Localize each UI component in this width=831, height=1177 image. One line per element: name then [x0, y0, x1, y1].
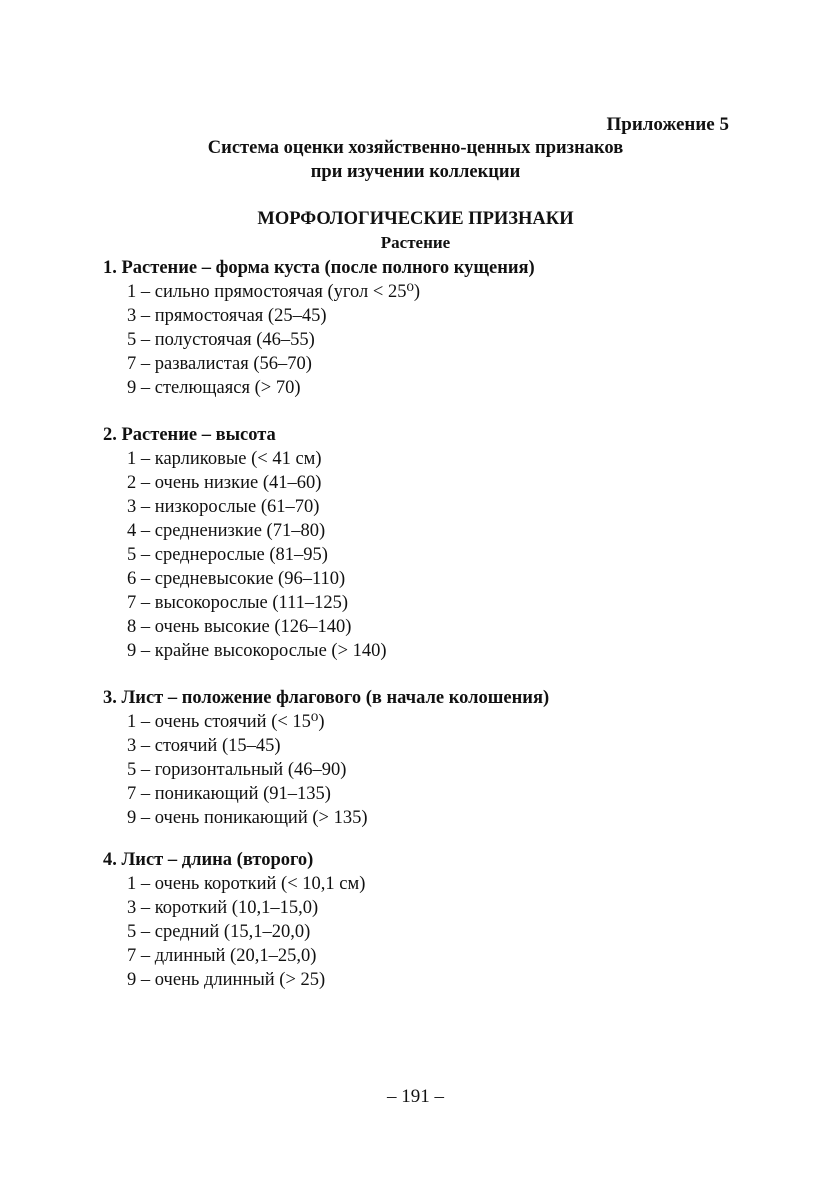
trait-score-item: 3 – стоячий (15–45) [127, 736, 281, 756]
trait-score-item: 3 – низкорослые (61–70) [127, 497, 320, 517]
trait-score-item: 3 – короткий (10,1–15,0) [127, 898, 319, 918]
trait-score-item: 1 – сильно прямостоячая (угол < 25⁰) [127, 282, 421, 302]
trait-group-title: 4. Лист – длина (второго) [103, 850, 314, 870]
trait-score-list [103, 280, 535, 400]
trait-score-item: 7 – поникающий (91–135) [127, 784, 331, 804]
trait-score-item: 9 – очень длинный (> 25) [127, 970, 326, 990]
trait-score-item: 7 – длинный (20,1–25,0) [127, 946, 317, 966]
document-title-line-2: при изучении коллекции [310, 162, 521, 182]
trait-group-leaf-length [103, 848, 365, 992]
trait-group-title: 2. Растение – высота [103, 425, 276, 445]
trait-score-item: 1 – очень короткий (< 10,1 см) [127, 874, 366, 894]
trait-score-item: 1 – очень стоячий (< 15⁰) [127, 712, 325, 732]
appendix-label: Приложение 5 [606, 114, 729, 135]
trait-score-item: 5 – горизонтальный (46–90) [127, 760, 347, 780]
trait-group-title: 3. Лист – положение флагового (в начале колошения) [103, 688, 550, 708]
trait-group-title: 1. Растение – форма куста (после полного кущения) [103, 258, 535, 278]
trait-score-item: 2 – очень низкие (41–60) [127, 473, 322, 493]
trait-score-item: 9 – очень поникающий (> 135) [127, 808, 368, 828]
trait-score-item: 6 – средневысокие (96–110) [127, 569, 346, 589]
trait-score-item: 7 – высокорослые (111–125) [127, 593, 349, 613]
trait-score-item: 5 – средний (15,1–20,0) [127, 922, 311, 942]
trait-score-item: 8 – очень высокие (126–140) [127, 617, 352, 637]
page-number: – 191 – [387, 1086, 444, 1107]
trait-score-item: 5 – полустоячая (46–55) [127, 330, 315, 350]
trait-score-item: 9 – крайне высокорослые (> 140) [127, 641, 387, 661]
trait-score-item: 9 – стелющаяся (> 70) [127, 378, 301, 398]
document-title-line-1: Система оценки хозяйственно-ценных признаков [207, 138, 624, 158]
trait-score-list [103, 447, 387, 663]
trait-score-item: 7 – развалистая (56–70) [127, 354, 312, 374]
trait-score-item: 3 – прямостоячая (25–45) [127, 306, 327, 326]
trait-score-list [103, 872, 365, 992]
trait-score-item: 4 – средненизкие (71–80) [127, 521, 326, 541]
trait-group-bush-shape [103, 256, 535, 400]
section-heading: МОРФОЛОГИЧЕСКИЕ ПРИЗНАКИ [257, 209, 574, 229]
section-subheading: Растение [380, 233, 451, 252]
trait-score-item: 5 – среднерослые (81–95) [127, 545, 328, 565]
trait-score-item: 1 – карликовые (< 41 см) [127, 449, 322, 469]
trait-score-list [103, 710, 549, 830]
trait-group-plant-height [103, 423, 387, 663]
trait-group-flag-leaf-position [103, 686, 549, 830]
